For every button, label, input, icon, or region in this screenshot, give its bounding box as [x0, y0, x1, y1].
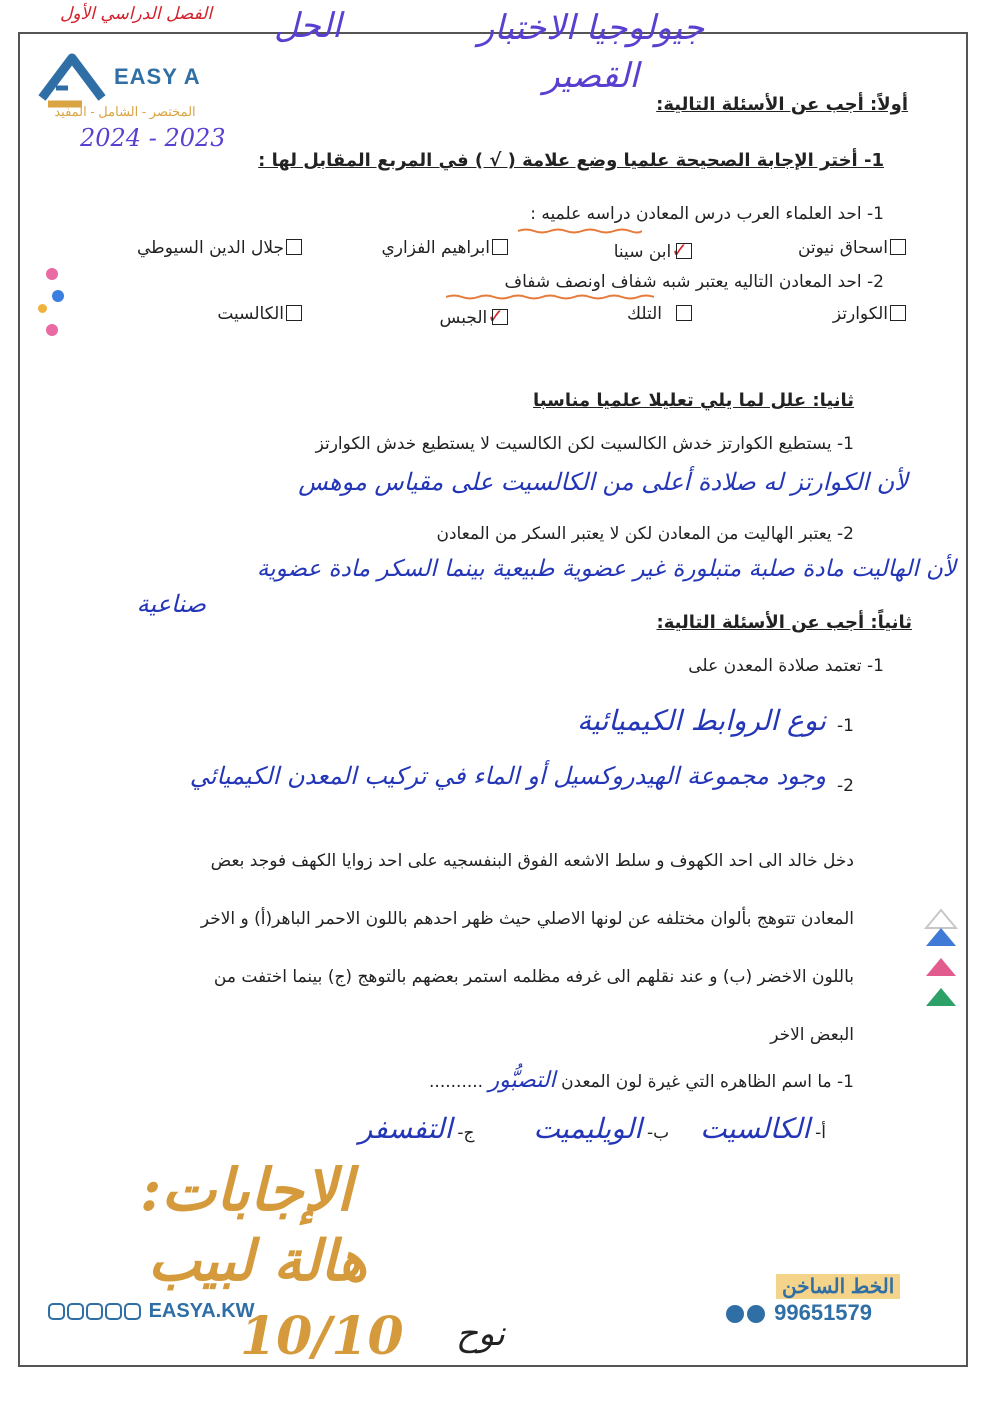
section2-heading: ثانيا: علل لما يلي تعليلا علميا مناسبا: [533, 390, 854, 411]
phone-icon[interactable]: [747, 1305, 765, 1323]
phenomenon-question: [429, 1068, 854, 1093]
hardness-answer-2-number: 2-: [837, 776, 854, 796]
label-b: ب-: [647, 1123, 670, 1143]
label-a: أ-: [815, 1123, 826, 1143]
blue-triangle-icon: [924, 926, 958, 948]
exam-title-note: جيولوجيا الاختبار القصير: [477, 8, 705, 96]
whatsapp-icon[interactable]: [726, 1305, 744, 1323]
hotline[interactable]: [726, 1300, 872, 1326]
mcq2-question: 2- احد المعادن التاليه يعتبر شبه شفاف اونصف شفاف: [504, 272, 884, 292]
answer-b: الويليميت: [533, 1112, 642, 1145]
paragraph-line: باللون الاخضر (ب) و عند نقلهم الى غرفه مظلمه استمر بعضهم بالتوهج (ج) بينما اختفت من: [213, 967, 854, 987]
teacher-name: هالة لبيب: [148, 1228, 368, 1294]
page-border-bottom: [18, 1365, 968, 1367]
youtube-icon[interactable]: [67, 1303, 84, 1320]
snapchat-icon[interactable]: [105, 1303, 122, 1320]
green-triangle-icon: [924, 986, 958, 1008]
paragraph-line: دخل خالد الى احد الكهوف و سلط الاشعه الفوق البنفسجيه على احد زوايا الكهف فوجد بعض: [210, 851, 854, 871]
hotline-number[interactable]: 99651579: [774, 1300, 873, 1325]
checkbox-icon[interactable]: [676, 243, 692, 259]
reason-q1: 1- يستطيع الكوارتز خدش الكالسيت لكن الكالسيت لا يستطيع خدش الكوارتز: [315, 434, 854, 454]
solution-note: الحل: [274, 6, 342, 46]
hardness-answer-2: وجود مجموعة الهيدروكسيل أو الماء في تركيب المعدن الكيميائي: [189, 762, 826, 790]
mcq1-option-2[interactable]: ✓ابن سينا: [614, 238, 692, 262]
mcq1-option-3[interactable]: ابراهيم الفزاري: [382, 238, 509, 258]
label-c: ج-: [457, 1123, 475, 1143]
hotline-label: الخط الساخن: [776, 1274, 900, 1299]
checkmark-icon: ✓: [671, 238, 688, 262]
answer-a: الكالسيت: [700, 1112, 811, 1145]
page-border-left: [18, 32, 20, 1367]
social-handle[interactable]: EASYA.KW: [148, 1300, 255, 1322]
answer-dots: ..........: [429, 1072, 484, 1092]
reason-a2-line2: صناعية: [136, 590, 206, 618]
section3-heading: ثانياً: أجب عن الأسئلة التالية:: [656, 612, 912, 633]
checkbox-icon[interactable]: [492, 309, 508, 325]
checkmark-icon: ✓: [487, 304, 504, 328]
checkbox-icon[interactable]: [492, 239, 508, 255]
mcq1-option-4[interactable]: جلال الدين السيوطي: [137, 238, 302, 258]
phenomenon-question-text: 1- ما اسم الظاهره التي غيرة لون المعدن: [561, 1072, 854, 1092]
checkbox-icon[interactable]: [286, 239, 302, 255]
logo-name: EASY A: [114, 64, 201, 89]
phenomenon-answer: التصبُّور: [488, 1068, 556, 1093]
semester-note: الفصل الدراسي الأول: [60, 4, 213, 24]
checkbox-icon[interactable]: [890, 239, 906, 255]
pink-triangle-icon: [924, 956, 958, 978]
hardness-answer-1: نوع الروابط الكيميائية: [577, 704, 826, 737]
telegram-icon[interactable]: [124, 1303, 141, 1320]
mcq2-option-1[interactable]: الكوارتز: [833, 304, 906, 324]
abc-answers: [359, 1112, 826, 1145]
tiktok-icon[interactable]: [86, 1303, 103, 1320]
reason-q2: 2- يعتبر الهاليت من المعادن لكن لا يعتبر السكر من المعادن: [436, 524, 854, 544]
extra-handwriting: نوح: [456, 1314, 505, 1354]
mcq2-option-2[interactable]: التلك: [627, 304, 692, 324]
checkbox-icon[interactable]: [890, 305, 906, 321]
q1-instruction: 1- أختر الإجابة الصحيحة علميا وضع علامة ( √ ) في المربع المقابل لها :: [258, 150, 884, 171]
paragraph-line: المعادن تتوهج بألوان مختلفه عن لونها الاصلي حيث ظهر احدهم باللون الاحمر الباهر(أ) و الاخر: [200, 909, 854, 929]
section1-heading: أولاً: أجب عن الأسئلة التالية:: [656, 94, 908, 115]
fluorescence-paragraph: [94, 832, 854, 1064]
logo-tagline: المختصر - الشامل - المفيد: [54, 104, 196, 119]
checkbox-icon[interactable]: [676, 305, 692, 321]
reason-a2-line1: لأن الهاليت مادة صلبة متبلورة غير عضوية طبيعية بينما السكر مادة عضوية: [256, 556, 956, 582]
mcq1-option-1[interactable]: اسحاق نيوتن: [798, 238, 906, 258]
year-note: 2024 - 2023: [80, 124, 226, 152]
answers-label: الإجابات:: [140, 1156, 353, 1224]
underline-squiggle: [446, 294, 654, 300]
checkbox-icon[interactable]: [286, 305, 302, 321]
grade-mark: 10/10: [240, 1306, 404, 1367]
reason-a1: لأن الكوارتز له صلادة أعلى من الكالسيت على مقياس موهس: [298, 468, 908, 496]
answer-c: التفسفر: [358, 1112, 453, 1145]
social-links[interactable]: [48, 1300, 255, 1323]
hardness-question: 1- تعتمد صلادة المعدن على: [688, 656, 884, 676]
mcq2-option-4[interactable]: الكالسيت: [217, 304, 302, 324]
page-border-right: [966, 32, 968, 1367]
instagram-icon[interactable]: [48, 1303, 65, 1320]
paragraph-line: البعض الاخر: [770, 1025, 854, 1045]
underline-squiggle: [518, 228, 642, 234]
mcq2-option-3[interactable]: ✓الجبس: [440, 304, 508, 328]
mcq1-question: 1- احد العلماء العرب درس المعادن دراسه علميه :: [530, 204, 884, 224]
hardness-answer-1-number: 1-: [837, 716, 854, 736]
